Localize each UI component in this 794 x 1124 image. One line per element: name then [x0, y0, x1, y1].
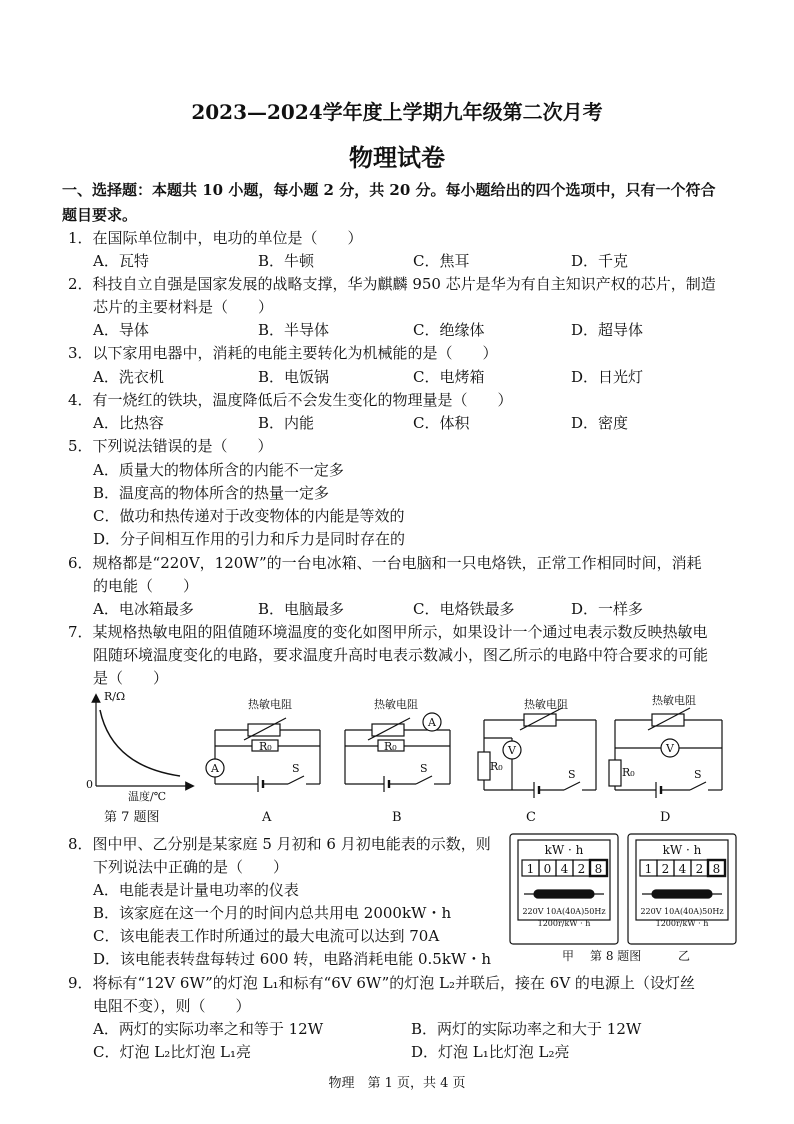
- yi-digit-5: 8: [712, 862, 721, 876]
- meter-yi-spec2: 1200r/kW · h: [655, 919, 709, 928]
- q2-option-a: A．导体: [93, 321, 149, 339]
- q2-stem: 2．科技自立自强是国家发展的战略支撑，华为麒麟 950 芯片是华为有自主知识产权的芯片，制造: [68, 275, 716, 293]
- meter-jia-unit: kW · h: [544, 843, 584, 857]
- jia-digit-3: 4: [560, 862, 569, 876]
- q1-option-d: D．千克: [571, 252, 629, 270]
- q6-option-d: D．一样多: [571, 600, 644, 618]
- switch-b: S: [420, 762, 428, 775]
- r0-label-a: R₀: [259, 740, 272, 753]
- q1-stem: 1．在国际单位制中，电功的单位是（ ）: [68, 229, 363, 247]
- q6-stem: 6．规格都是“220V，120W”的一台电冰箱、一台电脑和一只电烙铁，正常工作相同时间，消耗: [68, 554, 702, 572]
- q8-option-c: C．该电能表工作时所通过的最大电流可以达到 70A: [93, 927, 440, 945]
- q7-stem-end: 是（ ）: [93, 669, 169, 687]
- subject-title: 物理试卷: [349, 143, 445, 172]
- jia-digit-1: 1: [526, 862, 535, 876]
- q5-option-d: D．分子间相互作用的引力和斥力是同时存在的: [93, 530, 406, 548]
- q8-stem-cont: 下列说法中正确的是（ ）: [93, 858, 289, 876]
- jia-digit-5: 8: [594, 862, 603, 876]
- q5-option-b: B．温度高的物体所含的热量一定多: [93, 484, 330, 502]
- q8-option-d: D．该电能表转盘每转过 600 转，电路消耗电能 0.5kW・h: [93, 950, 491, 968]
- exam-title: 2023—2024学年度上学期九年级第二次月考: [191, 100, 603, 124]
- voltmeter-d: V: [666, 742, 674, 755]
- q6-stem-cont: 的电能（ ）: [93, 577, 199, 595]
- q4-option-d: D．密度: [571, 414, 629, 432]
- meter-jia-spec1: 220V 10A(40A)50Hz: [522, 907, 606, 916]
- circuit-label-c: C: [526, 810, 536, 825]
- q3-stem: 3．以下家用电器中，消耗的电能主要转化为机械能的是（ ）: [68, 344, 498, 362]
- q8-fig-caption: 第 8 题图: [590, 949, 642, 963]
- q8-option-b: B．该家庭在这一个月的时间内总共用电 2000kW・h: [93, 904, 452, 922]
- q7-fig-caption: 第 7 题图: [104, 810, 160, 825]
- q4-option-b: B．内能: [258, 414, 315, 432]
- q2-stem-cont: 芯片的主要材料是（ ）: [93, 298, 274, 316]
- q9-option-d: D．灯泡 L₁比灯泡 L₂亮: [411, 1043, 570, 1061]
- switch-a: S: [292, 762, 300, 775]
- yi-digit-4: 2: [695, 862, 704, 876]
- graph-origin: 0: [86, 778, 93, 791]
- circuit-a: [206, 718, 320, 792]
- q8-meters: [506, 830, 742, 966]
- thermistor-label-b: 热敏电阻: [374, 698, 418, 711]
- q8-stem: 8．图中甲、乙分别是某家庭 5 月初和 6 月初电能表的示数，则: [68, 835, 491, 853]
- q4-stem: 4．有一烧红的铁块，温度降低后不会发生变化的物理量是（ ）: [68, 391, 513, 409]
- meter-jia-label: 甲: [562, 949, 575, 963]
- graph-xlabel: 温度/℃: [128, 790, 167, 803]
- q8-option-a: A．电能表是计量电功率的仪表: [93, 881, 299, 899]
- meter-yi-label: 乙: [678, 949, 691, 963]
- circuit-label-b: B: [392, 810, 402, 825]
- r0-label-b: R₀: [384, 740, 397, 753]
- q3-option-d: D．日光灯: [571, 368, 644, 386]
- jia-digit-2: 0: [543, 862, 552, 876]
- q2-option-d: D．超导体: [571, 321, 644, 339]
- q5-option-a: A．质量大的物体所含的内能不一定多: [93, 461, 344, 479]
- q7-graph: [96, 698, 190, 786]
- q5-stem: 5．下列说法错误的是（ ）: [68, 437, 273, 455]
- q9-option-a: A．两灯的实际功率之和等于 12W: [93, 1020, 324, 1038]
- q6-option-b: B．电脑最多: [258, 600, 345, 618]
- jia-digit-4: 2: [577, 862, 586, 876]
- yi-digit-2: 2: [661, 862, 670, 876]
- circuit-label-d: D: [660, 810, 671, 825]
- thermistor-label-d: 热敏电阻: [652, 694, 696, 707]
- meter-yi-spec1: 220V 10A(40A)50Hz: [640, 907, 724, 916]
- q3-option-b: B．电饭锅: [258, 368, 330, 386]
- switch-c: S: [568, 768, 576, 781]
- page-footer: 物理 第 1 页，共 4 页: [328, 1076, 466, 1091]
- q7-stem-cont: 阻随环境温度变化的电路，要求温度升高时电表示数减小，图乙所示的电路中符合要求的可能: [93, 646, 709, 664]
- thermistor-label-c: 热敏电阻: [524, 698, 568, 711]
- q1-option-c: C．焦耳: [413, 252, 470, 270]
- circuit-label-a: A: [262, 810, 272, 825]
- q7-figures: [0, 688, 794, 828]
- r0-label-c: R₀: [490, 760, 503, 773]
- q4-option-c: C．体积: [413, 414, 470, 432]
- q4-option-a: A．比热容: [93, 414, 164, 432]
- meter-yi-unit: kW · h: [662, 843, 702, 857]
- r0-label-d: R₀: [622, 766, 635, 779]
- graph-ylabel: R/Ω: [104, 690, 126, 703]
- q2-option-b: B．半导体: [258, 321, 330, 339]
- q3-option-a: A．洗衣机: [93, 368, 164, 386]
- q9-stem: 9．将标有“12V 6W”的灯泡 L₁和标有“6V 6W”的灯泡 L₂并联后，接在 6V 的电源上（设灯丝: [68, 974, 695, 992]
- q1-option-a: A．瓦特: [93, 252, 149, 270]
- meter-jia-spec2: 1200r/kW · h: [537, 919, 591, 928]
- q9-stem-cont: 电阻不变），则（ ）: [93, 997, 251, 1015]
- q6-option-c: C．电烙铁最多: [413, 600, 515, 618]
- ammeter-b: A: [428, 716, 436, 729]
- yi-digit-1: 1: [644, 862, 653, 876]
- section-heading: 一、选择题：本题共 10 小题，每小题 2 分，共 20 分。每小题给出的四个选项中，只有一个符合: [62, 181, 716, 199]
- switch-d: S: [694, 768, 702, 781]
- q2-option-c: C．绝缘体: [413, 321, 485, 339]
- circuit-c: [478, 708, 596, 798]
- q5-option-c: C．做功和热传递对于改变物体的内能是等效的: [93, 507, 405, 525]
- q7-stem: 7．某规格热敏电阻的阻值随环境温度的变化如图甲所示，如果设计一个通过电表示数反映热敏电: [68, 623, 708, 641]
- q6-option-a: A．电冰箱最多: [93, 600, 194, 618]
- q9-option-c: C．灯泡 L₂比灯泡 L₁亮: [93, 1043, 251, 1061]
- thermistor-label-a: 热敏电阻: [248, 698, 292, 711]
- voltmeter-c: V: [508, 744, 516, 757]
- section-heading-cont: 题目要求。: [62, 206, 138, 224]
- q3-option-c: C．电烤箱: [413, 368, 485, 386]
- yi-digit-3: 4: [678, 862, 687, 876]
- q9-option-b: B．两灯的实际功率之和大于 12W: [411, 1020, 642, 1038]
- ammeter-a: A: [211, 762, 219, 775]
- q1-option-b: B．牛顿: [258, 252, 315, 270]
